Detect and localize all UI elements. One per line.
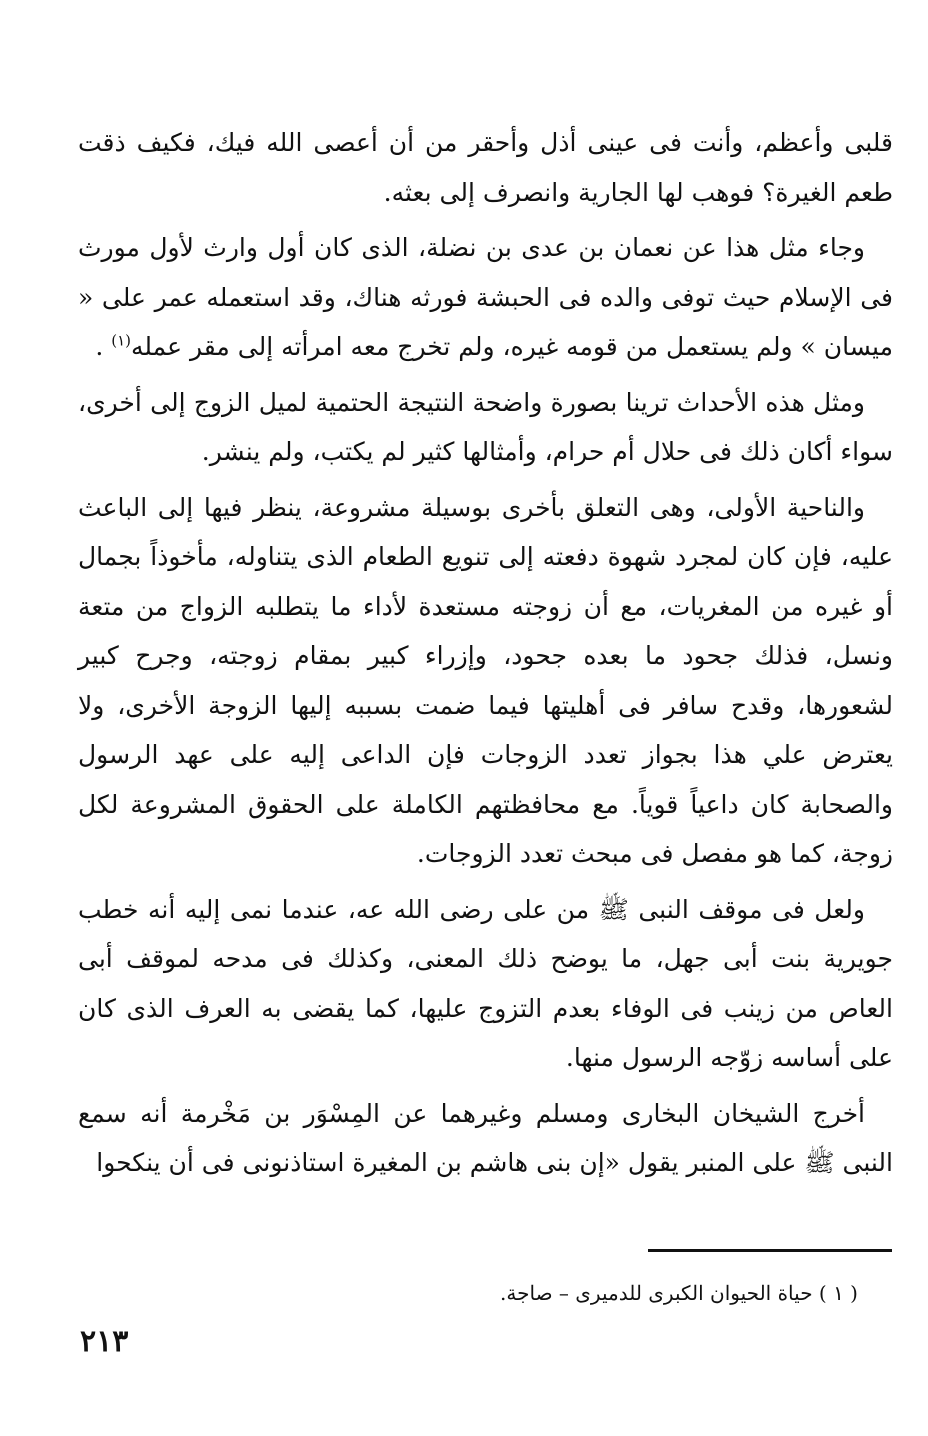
body-text — [78, 118, 893, 1194]
footnote: ( ١ ) حياة الحيوان الكبرى للدميرى – صاجة. — [500, 1281, 858, 1305]
paragraph-6: أخرج الشيخان البخارى ومسلم وغيرهما عن المِسْوَر بن مَخْرمة أنه سمع النبى ﷺ على المنبر يقول «إن بنى هاشم بن المغيرة استاذنونى فى أن ينكحوا — [78, 1098, 893, 1177]
paragraph-1: قلبى وأعظم، وأنت فى عينى أذل وأحقر من أن أعصى الله فيك، فكيف ذقت طعم الغيرة؟ فوهب لها الجارية وانصرف إلى بعثه. — [78, 128, 893, 207]
footnote-marker: (١) — [111, 331, 131, 350]
paragraph-3: ومثل هذه الأحداث ترينا بصورة واضحة النتيجة الحتمية لميل الزوج إلى أخرى، سواء أكان ذلك فى حلال أم حرام، وأمثالها كثير لم يكتب، ولم ينشر. — [78, 387, 893, 466]
paragraph-2-text: وجاء مثل هذا عن نعمان بن عدى بن نضلة، الذى كان أول وارث لأول مورث فى الإسلام حيث توفى والده فى الحبشة فورثه هناك، وقد استعمله عمر على « ميسان » ولم يستعمل من قومه غيره، ولم تخرج معه امرأته إلى مقر عمله — [78, 233, 893, 361]
footnote-divider — [648, 1249, 892, 1252]
paragraph-2 — [78, 223, 893, 372]
paragraph-4: والناحية الأولى، وهى التعلق بأخرى بوسيلة مشروعة، ينظر فيها إلى الباعث عليه، فإن كان لمجرد شهوة دفعته إلى تنويع الطعام الذى يتناوله، مأخوذاً بجمال أو غيره من المغريات، مع أن زوجته مستعدة لأداء ما يتطلبه الزواج من متعة ونسل، فذلك جحود ما بعده جحود، وإزراء كبير بمقام زوجته، وجرح كبير لشعورها، وقدح سافر فى أهليتها فيما ضمت بسببه إليها الزوجة الأخرى، ولا يعترض علي هذا بجواز تعدد الزوجات فإن الداعى إليه على عهد الرسول والصحابة كان داعياً قوياً. مع محافظتهم الكاملة على الحقوق المشروعة لكل زوجة، كما هو مفصل فى مبحث تعدد الزوجات. — [78, 492, 893, 868]
page-number: ٢١٣ — [80, 1324, 129, 1359]
paragraph-2-end: . — [95, 332, 104, 361]
paragraph-5: ولعل فى موقف النبى ﷺ من على رضى الله عه، عندما نمى إليه أنه خطب جويرية بنت أبى جهل، ما يوضح ذلك المعنى، وكذلك فى مدحه لموقف أبى العاص من زينب فى الوفاء بعدم التزوج عليها، كما يقضى به العرف الذى كان على أساسه زوّجه الرسول منها. — [78, 894, 893, 1072]
